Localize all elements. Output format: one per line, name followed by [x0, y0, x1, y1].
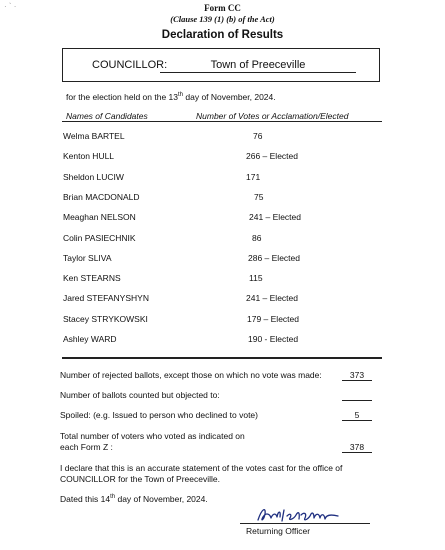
column-header-votes: Number of Votes or Acclamation/Elected	[196, 111, 349, 121]
candidate-name: Colin PASIECHNIK	[63, 233, 136, 243]
candidate-votes: 266 – Elected	[246, 151, 298, 161]
objected-value	[342, 390, 372, 401]
election-sup: th	[178, 92, 184, 99]
dated-line	[60, 494, 208, 504]
declaration-text: I declare that this is an accurate statement of the votes cast for the office of COUNCILLOR for the Town of Preeceville.	[60, 463, 343, 484]
candidate-name: Kenton HULL	[63, 151, 115, 161]
form-clause: (Clause 139 (1) (b) of the Act)	[170, 14, 275, 24]
candidate-votes: 171	[246, 172, 261, 182]
candidate-votes: 241 – Elected	[246, 293, 298, 303]
dated-rest: day of November, 2024.	[115, 494, 208, 504]
election-rest: day of November, 2024.	[183, 92, 276, 102]
candidate-votes: 241 – Elected	[249, 212, 301, 222]
candidate-votes: 179 – Elected	[247, 314, 299, 324]
dated-prefix: Dated this 14	[60, 494, 111, 504]
header-rule	[62, 121, 382, 122]
office-label: COUNCILLOR:	[92, 59, 168, 71]
candidate-votes: 86	[252, 233, 262, 243]
document-title: Declaration of Results	[161, 29, 284, 41]
election-prefix: for the election held on the 13	[66, 92, 178, 102]
election-date-line	[66, 92, 276, 102]
candidate-name: Ashley WARD	[63, 334, 117, 344]
dated-sup: th	[110, 494, 116, 501]
candidate-votes: 115	[249, 273, 263, 283]
signature-label: Returning Officer	[246, 526, 311, 536]
total-value: 378	[342, 442, 372, 453]
candidate-name: Stacey STRYKOWSKI	[63, 314, 148, 324]
candidate-name: Taylor SLIVA	[63, 253, 112, 263]
form-title: Form CC	[204, 3, 241, 13]
candidate-name: Jared STEFANYSHYN	[63, 293, 149, 303]
candidate-votes: 75	[254, 192, 264, 202]
spoiled-value: 5	[342, 410, 372, 421]
office-value: Town of Preeceville	[160, 59, 356, 73]
objected-label: Number of ballots counted but objected to:	[60, 390, 220, 400]
candidate-name: Welma BARTEL	[63, 131, 125, 141]
candidate-name: Brian MACDONALD	[63, 192, 140, 202]
results-bottom-rule	[62, 357, 382, 359]
candidate-name: Sheldon LUCIW	[63, 172, 124, 182]
rejected-value: 373	[342, 370, 372, 381]
candidate-votes: 286 – Elected	[248, 253, 300, 263]
total-label-line2: each Form Z :	[60, 442, 113, 452]
rejected-label: Number of rejected ballots, except those on which no vote was made:	[60, 370, 322, 380]
candidate-votes: 76	[253, 131, 263, 141]
candidate-name: Meaghan NELSON	[63, 212, 136, 222]
scan-mark: · ` ·	[4, 2, 17, 11]
total-label-line1: Total number of voters who voted as indicated on	[60, 431, 245, 441]
spoiled-label: Spoiled: (e.g. Issued to person who declined to vote)	[60, 410, 258, 420]
candidate-name: Ken STEARNS	[63, 273, 121, 283]
candidate-votes: 190 - Elected	[248, 334, 299, 344]
column-header-names: Names of Candidates	[66, 111, 148, 121]
signature-rule	[240, 523, 370, 524]
